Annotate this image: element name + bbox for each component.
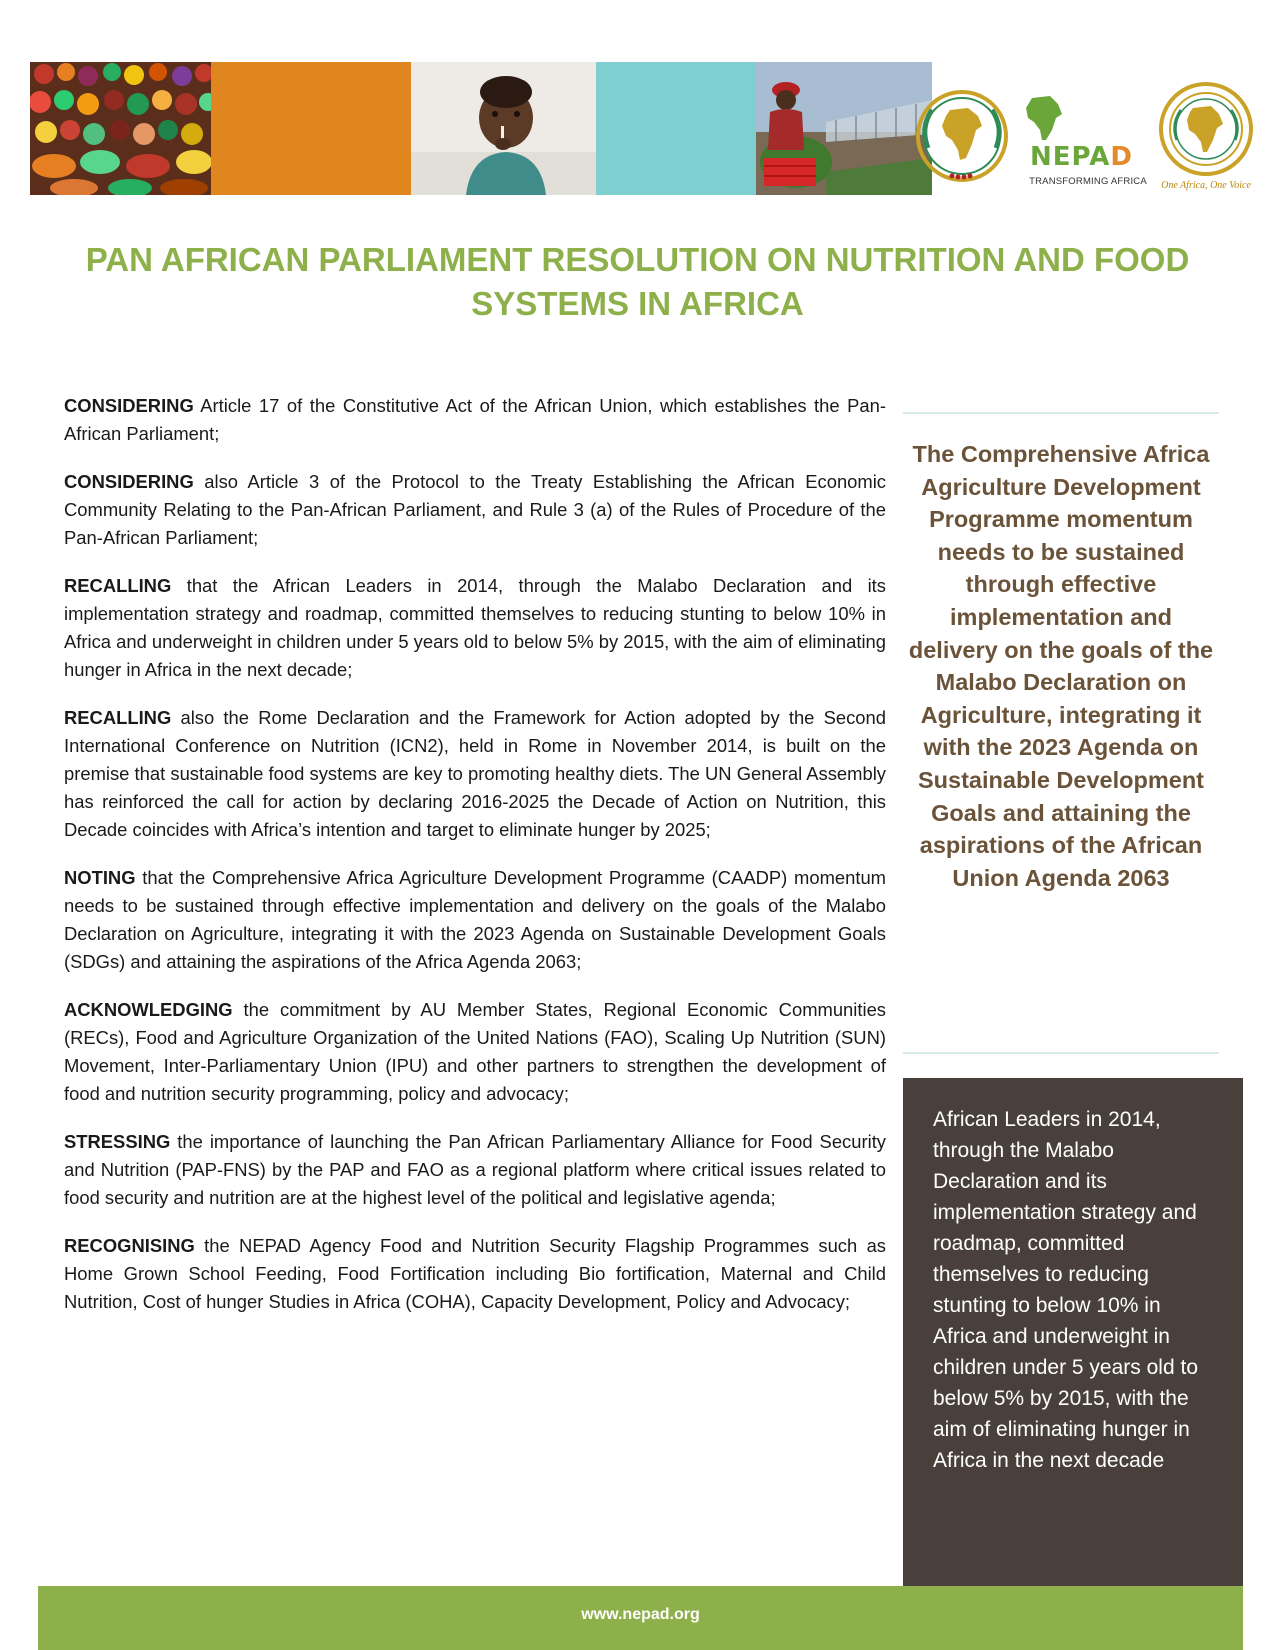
- produce-market-photo: [30, 62, 211, 195]
- farmer-greenhouse-photo: [756, 62, 932, 195]
- clause-text: that the African Leaders in 2014, through the Malabo Declaration and its implementation strategy and roadmap, committed themselves to reducing stunting to below 10% in Africa and underweight in children under 5 years old to below 5% by 2015, with the aim of eliminating hunger in Africa in the next decade;: [64, 575, 886, 680]
- clause-keyword: STRESSING: [64, 1131, 171, 1152]
- clause-text: the commitment by AU Member States, Regional Economic Communities (RECs), Food and Agriculture Organization of the United Nations (FAO), Scaling Up Nutrition (SUN) Movement, Inter-Parliamentary Union (IPU) and other partners to strengthen the development of food and nutrition security programming, policy and advocacy;: [64, 999, 886, 1104]
- nepad-logo: [1024, 92, 1152, 187]
- header-banner: [30, 62, 902, 195]
- clause-paragraph: [64, 468, 886, 552]
- clause-text: Article 17 of the Constitutive Act of the African Union, which establishes the Pan-African Parliament;: [64, 395, 886, 444]
- footer-website-link[interactable]: www.nepad.org: [581, 1606, 700, 1623]
- clause-paragraph: [64, 1232, 886, 1316]
- quote-divider-bottom: [903, 1052, 1219, 1054]
- footer-bar: [38, 1586, 1243, 1650]
- clause-text: the NEPAD Agency Food and Nutrition Security Flagship Programmes such as Home Grown School Feeding, Food Fortification including Bio fortification, Maternal and Child Nutrition, Cost of hunger Studies in Africa (COHA), Capacity Development, Policy and Advocacy;: [64, 1235, 886, 1312]
- clause-paragraph: [64, 864, 886, 976]
- african-union-emblem-logo: [912, 88, 1012, 188]
- nepad-wordmark: NEPAD: [1030, 142, 1133, 172]
- clause-text: also the Rome Declaration and the Framework for Action adopted by the Second International Conference on Nutrition (ICN2), held in Rome in November 2014, is built on the premise that sustainable food systems are key to promoting healthy diets. The UN General Assembly has reinforced the call for action by declaring 2016-2025 the Decade of Action on Nutrition, this Decade coincides with Africa’s intention and target to eliminate hunger by 2025;: [64, 707, 886, 840]
- clause-text: also Article 3 of the Protocol to the Treaty Establishing the African Economic Community Relating to the Pan-African Parliament, and Rule 3 (a) of the Rules of Procedure of the Pan-African Parliament;: [64, 471, 886, 548]
- african-union-seal-logo: [1157, 80, 1255, 192]
- clause-keyword: RECALLING: [64, 707, 172, 728]
- highlight-box-text: African Leaders in 2014, through the Malabo Declaration and its implementation strategy and roadmap, committed themselves to reducing stunting to below 10% in Africa and underweight in children under 5 years old to below 5% by 2015, with the aim of eliminating hunger in Africa in the next decade: [933, 1108, 1198, 1472]
- nepad-tagline: TRANSFORMING AFRICA: [1029, 176, 1147, 187]
- africa-map-icon: [1024, 94, 1064, 142]
- clause-keyword: NOTING: [64, 867, 136, 888]
- orange-color-panel: [211, 62, 411, 195]
- pull-quote: The Comprehensive Africa Agriculture Development Programme momentum needs to be sustained through effective implementation and delivery on the goals of the Malabo Declaration on Agriculture, integrating it with the 2023 Agenda on Sustainable Development Goals and attaining the aspirations of the African Union Agenda 2063: [908, 441, 1214, 891]
- clause-paragraph: [64, 1128, 886, 1212]
- clause-keyword: CONSIDERING: [64, 395, 194, 416]
- clause-paragraph: [64, 704, 886, 844]
- quote-divider-top: [903, 412, 1219, 414]
- clause-keyword: RECOGNISING: [64, 1235, 195, 1256]
- resolution-body: [64, 392, 886, 1336]
- clause-paragraph: [64, 996, 886, 1108]
- highlight-box: [903, 1078, 1243, 1586]
- nepad-wordmark-letter-d: D: [1110, 142, 1133, 172]
- teal-color-panel: [596, 62, 756, 195]
- clause-keyword: CONSIDERING: [64, 471, 194, 492]
- child-eating-photo: [411, 62, 596, 195]
- page-title: PAN AFRICAN PARLIAMENT RESOLUTION ON NUTRITION AND FOOD SYSTEMS IN AFRICA: [85, 241, 1190, 322]
- clause-paragraph: [64, 392, 886, 448]
- clause-text: the importance of launching the Pan African Parliamentary Alliance for Food Security and Nutrition (PAP-FNS) by the PAP and FAO as a regional platform where critical issues related to food security and nutrition are at the highest level of the political and legislative agenda;: [64, 1131, 886, 1208]
- clause-keyword: ACKNOWLEDGING: [64, 999, 233, 1020]
- au-motto: One Africa, One Voice: [1161, 180, 1251, 191]
- clause-paragraph: [64, 572, 886, 684]
- clause-keyword: RECALLING: [64, 575, 172, 596]
- clause-text: that the Comprehensive Africa Agriculture Development Programme (CAADP) momentum needs to be sustained through effective implementation and delivery on the goals of the Malabo Declaration on Agriculture, integrating it with the 2023 Agenda on Sustainable Development Goals (SDGs) and attaining the aspirations of the Africa Agenda 2063;: [64, 867, 886, 972]
